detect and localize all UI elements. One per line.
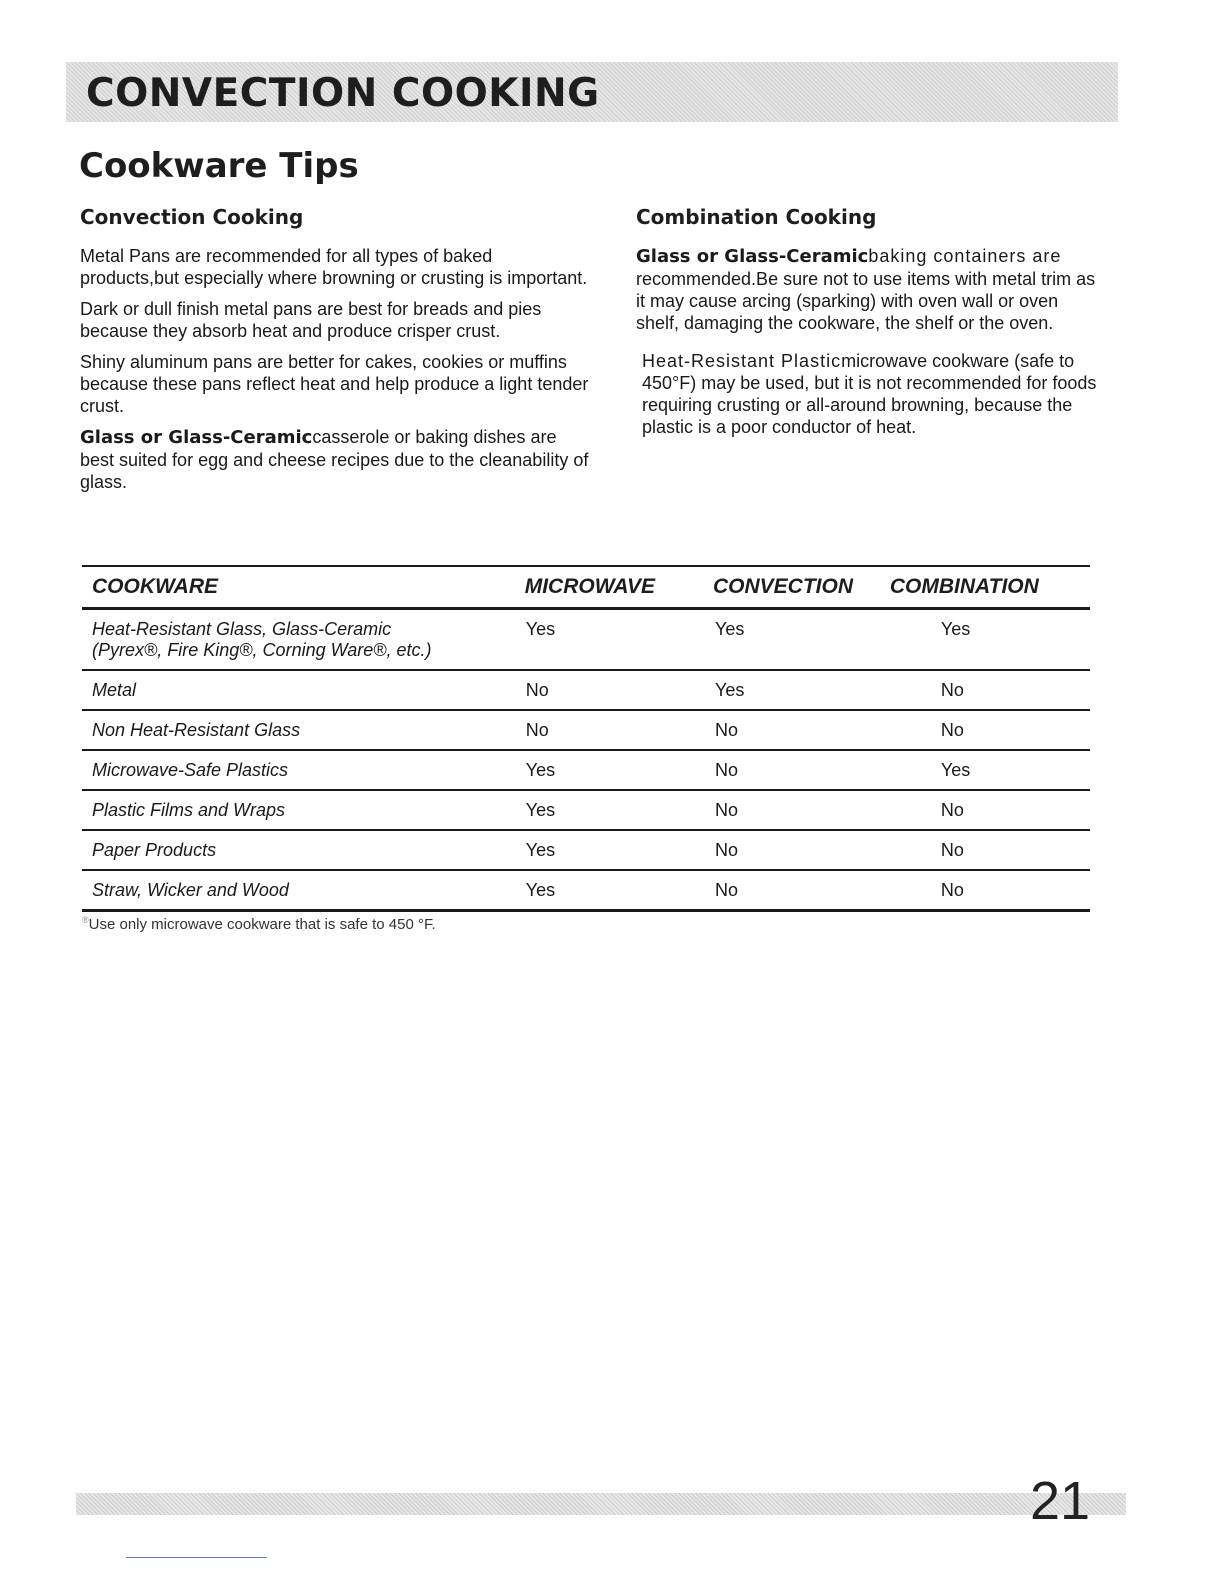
combination-value: No bbox=[865, 790, 1090, 830]
page-heading: Cookware Tips bbox=[79, 146, 359, 186]
microwave-value: No bbox=[447, 670, 665, 710]
section-banner bbox=[66, 62, 1118, 122]
footnote bbox=[82, 915, 436, 933]
header-microwave: MICROWAVE bbox=[447, 566, 665, 609]
header-convection: CONVECTION bbox=[665, 566, 865, 609]
convection-value: Yes bbox=[665, 670, 865, 710]
combination-value: Yes bbox=[865, 750, 1090, 790]
table-row bbox=[82, 790, 1090, 830]
header-combination: COMBINATION bbox=[865, 566, 1090, 609]
combination-value: No bbox=[865, 670, 1090, 710]
glass-containers-paragraph bbox=[636, 245, 1106, 334]
combination-cooking-column bbox=[636, 205, 1106, 454]
plastic-text: microwave cookware (safe to 450°F) may be used, but it is not recommended for foods requiring crusting or all-around browning, because the plastic is a poor conductor of heat. bbox=[642, 351, 1097, 437]
combination-value: No bbox=[865, 870, 1090, 911]
cookware-name: Paper Products bbox=[82, 830, 447, 870]
combination-value: No bbox=[865, 830, 1090, 870]
glass-bold-label: Glass or Glass-Ceramic bbox=[80, 427, 313, 448]
cookware-name bbox=[82, 609, 447, 671]
glass-containers-lead: baking containers are bbox=[868, 246, 1062, 266]
convection-value: No bbox=[665, 750, 865, 790]
shiny-pans-paragraph: Shiny aluminum pans are better for cakes, cookies or muffins because these pans reflect heat and help produce a light tender crust. bbox=[80, 352, 589, 416]
glass-paragraph-text: casserole or baking dishes are best suited for egg and cheese recipes due to the cleanability of glass. bbox=[80, 427, 589, 492]
plastic-lead: Heat-Resistant Plastic bbox=[642, 351, 842, 371]
cookware-name: Plastic Films and Wraps bbox=[82, 790, 447, 830]
dark-pans-paragraph: Dark or dull finish metal pans are best for breads and pies because they absorb heat and produce crisper crust. bbox=[80, 299, 542, 341]
glass-paragraph bbox=[80, 426, 590, 493]
convection-cooking-column bbox=[80, 205, 590, 502]
table-row bbox=[82, 670, 1090, 710]
convection-value: No bbox=[665, 710, 865, 750]
microwave-value: Yes bbox=[447, 790, 665, 830]
combination-value: Yes bbox=[865, 609, 1090, 671]
microwave-value: Yes bbox=[447, 750, 665, 790]
convection-value: No bbox=[665, 830, 865, 870]
cookware-name: Metal bbox=[82, 670, 447, 710]
header-cookware: COOKWARE bbox=[82, 566, 447, 609]
table-row bbox=[82, 750, 1090, 790]
cookware-name-line-2: (Pyrex®, Fire King®, Corning Ware®, etc.) bbox=[92, 640, 432, 660]
table-row bbox=[82, 830, 1090, 870]
cookware-name: Microwave-Safe Plastics bbox=[82, 750, 447, 790]
cookware-name: Non Heat-Resistant Glass bbox=[82, 710, 447, 750]
convection-cooking-title: Convection Cooking bbox=[80, 205, 304, 229]
metal-pans-paragraph: Metal Pans are recommended for all types of baked products,but especially where browning or crusting is important. bbox=[80, 246, 588, 288]
combination-cooking-title: Combination Cooking bbox=[636, 205, 877, 229]
microwave-value: Yes bbox=[447, 870, 665, 911]
footer-rule bbox=[126, 1557, 267, 1558]
table-row bbox=[82, 710, 1090, 750]
microwave-value: Yes bbox=[447, 609, 665, 671]
combination-value: No bbox=[865, 710, 1090, 750]
banner-title: CONVECTION COOKING bbox=[86, 71, 600, 116]
convection-value: No bbox=[665, 790, 865, 830]
microwave-value: Yes bbox=[447, 830, 665, 870]
convection-value: No bbox=[665, 870, 865, 911]
footer-strip bbox=[76, 1493, 1126, 1515]
table-row bbox=[82, 609, 1090, 671]
glass-bold-label: Glass or Glass-Ceramic bbox=[636, 246, 869, 267]
table-header-row bbox=[82, 566, 1090, 609]
page-number: 21 bbox=[1030, 1471, 1091, 1531]
cookware-name: Straw, Wicker and Wood bbox=[82, 870, 447, 911]
footnote-text: Use only microwave cookware that is safe to 450 °F. bbox=[88, 916, 436, 933]
cookware-name-line: Heat-Resistant Glass, Glass-Ceramic bbox=[92, 619, 392, 639]
footnote-mark: ® bbox=[82, 915, 89, 925]
cookware-table bbox=[82, 565, 1090, 912]
convection-value: Yes bbox=[665, 609, 865, 671]
table-row bbox=[82, 870, 1090, 911]
plastic-paragraph bbox=[636, 350, 1106, 438]
microwave-value: No bbox=[447, 710, 665, 750]
glass-containers-text: recommended.Be sure not to use items with metal trim as it may cause arcing (sparking) with oven wall or oven shelf, damaging the cookware, the shelf or the oven. bbox=[636, 269, 1096, 333]
